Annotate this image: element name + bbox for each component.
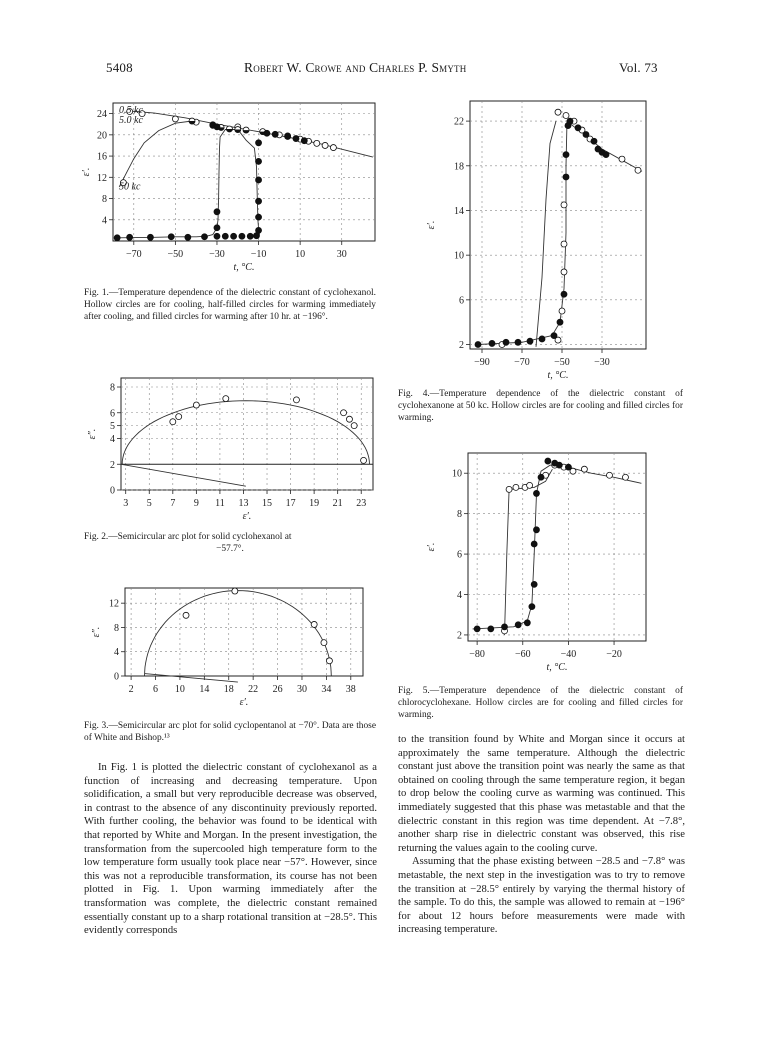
data-point-filled [474,626,480,632]
data-point-hollow [330,145,336,151]
figure-4-caption: Fig. 4.—Temperature dependence of the dielectric constant of cyclohexanone at 50 kc. Hollow circles are for cooling and filled circles for warming. [398,389,683,423]
data-point-hollow [321,640,327,646]
data-point-hollow [346,416,352,422]
data-point-filled [114,235,120,241]
data-point-hollow [563,113,569,119]
y-axis-label: ε″. [91,626,102,638]
data-point-filled [557,319,563,325]
x-tick-label: 23 [356,498,367,509]
data-point-filled [556,462,562,468]
x-tick-label: −50 [167,249,184,260]
x-tick-label: 10 [174,684,185,695]
data-point-filled [256,177,262,183]
data-point-hollow [170,419,176,425]
y-tick-label: 6 [110,408,115,420]
y-tick-label: 8 [102,194,107,206]
data-point-hollow [555,109,561,115]
x-tick-label: 22 [248,684,259,695]
figure-1-plot [81,95,380,280]
data-point-hollow [183,612,189,618]
data-point-hollow [561,269,567,275]
figure-4-plot [426,95,652,385]
x-tick-label: −10 [250,249,267,260]
data-point-filled [201,234,207,240]
x-tick-label: 7 [170,498,176,509]
data-point-filled [475,342,481,348]
data-point-hollow [314,140,320,146]
data-point-hollow [193,402,199,408]
arc-curve [145,591,332,676]
running-head-authors: Robert W. Crowe and Charles P. Smyth [244,60,467,75]
data-point-hollow [581,466,587,472]
x-tick-label: −70 [514,357,530,368]
data-point-filled [488,626,494,632]
data-point-filled [603,152,609,158]
data-point-filled [515,339,521,345]
data-point-filled [583,132,589,138]
data-point-filled [231,233,237,239]
data-point-hollow [361,457,367,463]
data-point-filled [531,541,537,547]
data-point-filled [264,130,270,136]
paragraph: to the transition found by White and Morgan since it occurs at approximately the same temperature. Although the dielectric constant just above the transition point was nearly the same as that obtained on cooling through the same temperature region, it began to drop below the cooling curve as warming was continued. This immediately suggested that this phase was metastable and that the dielectric constant in this region was time dependent. At −7.8°, another sharp rise in dielectric constant was observed, this rise returning the values again to the cooling curve. [398,734,685,854]
data-point-hollow [559,308,565,314]
series-curve [473,465,642,629]
figure-3-plot [85,580,380,720]
data-point-hollow [619,156,625,162]
figure-1-caption: Fig. 1.—Temperature dependence of the dielectric constant of cyclohexanol. Hollow circles are for cooling, half-filled circles for warming immediately after cooling, and filled circles for warming after 10 hr. at −196°. [84,288,376,322]
y-tick-label: 2 [459,340,464,352]
data-point-filled [524,620,530,626]
data-point-hollow [561,241,567,247]
data-point-filled [239,233,245,239]
y-tick-label: 16 [97,151,107,163]
x-tick-label: 6 [153,684,159,695]
x-tick-label: 26 [272,684,283,695]
x-tick-label: −20 [606,649,622,660]
data-point-filled [533,527,539,533]
x-tick-label: 21 [332,498,343,509]
angle-line [121,464,246,486]
data-point-filled [222,233,228,239]
figure-2-caption [84,531,376,555]
data-point-filled [503,339,509,345]
data-point-hollow [172,116,178,122]
data-point-filled [214,124,220,130]
y-tick-label: 4 [114,647,119,659]
data-point-hollow [506,486,512,492]
data-point-filled [127,234,133,240]
x-tick-label: 18 [223,684,234,695]
y-tick-label: 12 [97,172,107,184]
y-axis-label: ε′. [426,542,437,552]
data-point-filled [256,214,262,220]
figure-4 [426,95,652,385]
data-point-filled [214,225,220,231]
data-point-hollow [176,414,182,420]
figure-5-caption: Fig. 5.—Temperature dependence of the dielectric constant of chlorocyclohexane. Hollow circles are for cooling and filled circles for warming. [398,686,683,720]
y-tick-label: 0 [114,671,119,683]
figure-2-caption-line-2: −57.7°. [216,544,244,554]
body-left-column [84,761,377,938]
x-tick-label: 38 [345,684,356,695]
x-tick-label: 2 [128,684,134,695]
data-point-filled [301,138,307,144]
data-point-hollow [322,142,328,148]
data-point-filled [567,118,573,124]
x-tick-label: −80 [469,649,485,660]
y-tick-label: 8 [110,382,115,394]
angle-line [145,674,238,682]
y-tick-label: 8 [114,622,119,634]
x-axis-label: t, °C. [546,662,568,673]
y-tick-label: 24 [97,109,107,121]
x-tick-label: 34 [321,684,332,695]
paragraph: In Fig. 1 is plotted the dielectric constant of cyclohexanol as a function of increasing and decreasing temperature. Upon solidification, a small but very reproducible decrease was observed, in contrast to the absence of any discontinuity previously reported. With further cooling, the behavior was found to be identical with that reported by White and Morgan. In the present investigation, the transformation from the supercooled high temperature form to the low temperature form usually took place near −57°. However, since this was not a reproducible transformation, its course has not been plotted in Fig. 1. Upon warming immediately after the transformation was complete, the dielectric constant remained essentially constant up to a sharp rotational transition at −28.5°. This evidently corresponds [84,762,377,937]
x-axis-label: t, °C. [547,370,569,381]
series-curve [536,121,556,347]
x-tick-label: −90 [474,357,490,368]
page-number: 5408 [106,60,133,75]
figure-3-caption: Fig. 3.—Semicircular arc plot for solid cyclopentanol at −70°. Data are those of White and Bishop.¹³ [84,721,376,743]
plot-frame [468,453,646,641]
frequency-annotation: 5.0 kc [119,115,143,126]
frequency-annotation: 50 kc [119,181,141,193]
plot-frame [470,101,646,349]
data-point-filled [539,336,545,342]
data-point-filled [168,234,174,240]
data-point-filled [272,131,278,137]
data-point-filled [563,152,569,158]
x-tick-label: −30 [594,357,610,368]
x-tick-label: 30 [336,249,347,260]
y-tick-label: 10 [454,250,464,262]
y-axis-label: ε″. [87,428,98,440]
frequency-annotation: 0.5 kc [119,105,143,116]
data-point-hollow [606,472,612,478]
x-axis-label: ε′. [239,697,249,708]
x-tick-label: 17 [285,498,296,509]
data-point-hollow [293,397,299,403]
x-tick-label: 13 [238,498,249,509]
data-point-hollow [232,588,238,594]
x-tick-label: 5 [146,498,152,509]
data-point-filled [256,140,262,146]
x-tick-label: 11 [215,498,225,509]
x-tick-label: 14 [199,684,210,695]
data-point-filled [214,209,220,215]
data-point-filled [293,136,299,142]
y-tick-label: 8 [457,509,462,521]
series-curve [130,111,373,157]
figure-2-caption-line-1: Fig. 2.—Semicircular arc plot for solid cyclohexanol at [84,532,292,542]
x-tick-label: −40 [560,649,577,660]
figure-3 [85,580,380,720]
data-point-hollow [326,658,332,664]
data-point-hollow [311,621,317,627]
data-point-filled [502,624,508,630]
data-point-hollow [561,202,567,208]
y-tick-label: 4 [110,434,115,446]
y-tick-label: 6 [459,295,464,307]
y-axis-label: ε′. [426,220,437,230]
y-tick-label: 20 [97,130,107,142]
data-point-filled [247,233,253,239]
x-tick-label: 30 [296,684,307,695]
y-axis-label: ε′. [81,167,92,177]
data-point-filled [256,227,262,233]
data-point-filled [147,234,153,240]
figure-5 [426,447,652,685]
y-tick-label: 22 [454,116,464,128]
x-tick-label: −30 [209,249,225,260]
y-tick-label: 14 [454,205,464,217]
y-tick-label: 2 [457,630,462,642]
y-tick-label: 0 [110,485,115,497]
y-tick-label: 2 [110,459,115,471]
data-point-filled [575,125,581,131]
figure-5-plot [426,447,652,685]
data-point-filled [551,333,557,339]
data-point-hollow [622,474,628,480]
x-tick-label: −70 [125,249,142,260]
x-tick-label: 19 [309,498,320,509]
y-tick-label: 4 [457,590,462,602]
volume-label: Vol. 73 [619,60,658,75]
y-tick-label: 4 [102,215,107,227]
data-point-filled [565,464,571,470]
data-point-hollow [635,167,641,173]
data-point-filled [533,490,539,496]
plot-frame [113,103,375,241]
data-point-filled [563,174,569,180]
arc-curve [122,401,369,465]
y-tick-label: 6 [457,549,462,561]
x-tick-label: 9 [193,498,199,509]
data-point-filled [256,198,262,204]
data-point-filled [214,233,220,239]
data-point-filled [545,458,551,464]
data-point-filled [531,581,537,587]
data-point-filled [538,474,544,480]
series-curve [119,121,192,187]
data-point-filled [529,604,535,610]
data-point-filled [256,158,262,164]
data-point-hollow [223,396,229,402]
series-curve [505,469,553,635]
x-axis-label: t, °C. [233,262,255,273]
data-point-filled [285,133,291,139]
paragraph: Assuming that the phase existing between −28.5 and −7.8° was metastable, the next step in the investigation was to try to remove the transition at −28.5° entirely by varying the thermal history of the sample. To do this, the sample was allowed to remain at −196° for about 12 hours before measurements were made with increasing temperature. [398,856,685,936]
data-point-filled [561,291,567,297]
y-tick-label: 12 [109,598,119,610]
x-tick-label: −50 [554,357,570,368]
data-point-hollow [513,484,519,490]
y-tick-label: 5 [110,421,115,433]
x-tick-label: 15 [262,498,273,509]
data-point-hollow [351,423,357,429]
data-point-filled [185,234,191,240]
figure-1 [81,95,380,280]
x-axis-label: ε′. [242,511,252,522]
x-tick-label: −60 [514,649,531,660]
data-point-hollow [527,482,533,488]
data-point-filled [515,622,521,628]
data-point-filled [591,138,597,144]
figure-2 [85,370,380,530]
data-point-filled [527,338,533,344]
data-point-hollow [341,410,347,416]
x-tick-label: 3 [123,498,129,509]
figure-2-plot [85,370,380,530]
body-right-column [398,733,685,937]
y-tick-label: 18 [454,161,464,173]
y-tick-label: 10 [452,468,462,480]
plot-frame [121,378,373,490]
data-point-filled [489,340,495,346]
x-tick-label: 10 [295,249,306,260]
